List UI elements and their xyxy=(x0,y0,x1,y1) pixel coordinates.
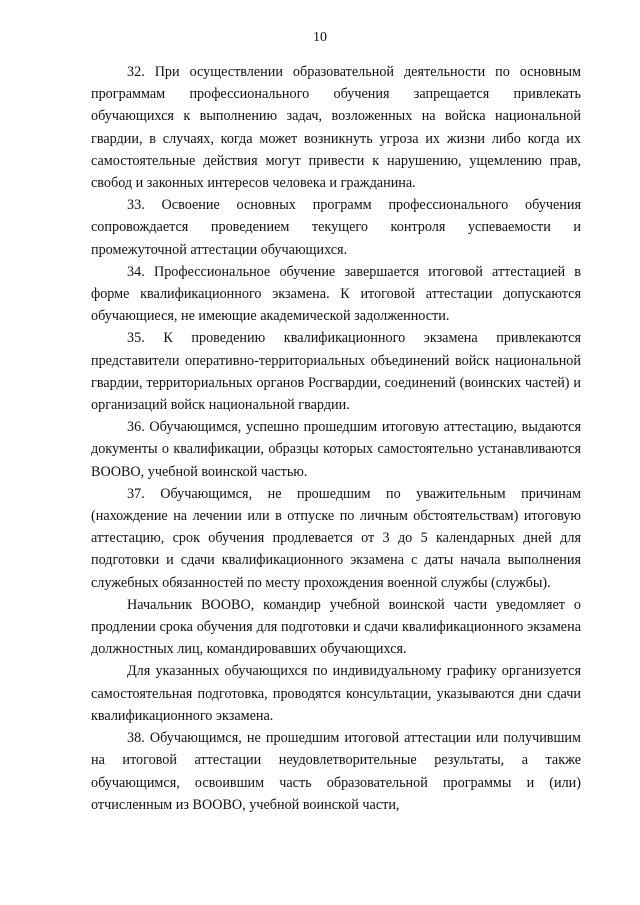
paragraph-38: 38. Обучающимся, не прошедшим итоговой аттестации или получившим на итоговой аттестации неудовлетворительные результаты, а также обучающимся, освоившим часть образовательной программы и (или) отчисленным из ВООВО, учебной воинской части, xyxy=(91,730,581,813)
paragraph-32: 32. При осуществлении образовательной деятельности по основным программам профессионального обучения запрещается привлекать обучающихся к выполнению задач, возложенных на войска национальной гвардии, в случаях, когда может возникнуть угроза их жизни либо когда их самостоятельные действия могут привести к нарушению, ущемлению прав, свобод и законных интересов человека и гражданина. xyxy=(91,64,581,192)
paragraph-37-notice: Начальник ВООВО, командир учебной воинской части уведомляет о продлении срока обучения для подготовки и сдачи квалификационного экзамена должностных лиц, командировавших обучающихся. xyxy=(91,596,581,658)
paragraph-37: 37. Обучающимся, не прошедшим по уважительным причинам (нахождение на лечении или в отпуске по личным обстоятельствам) итоговую аттестацию, срок обучения продлевается от 3 до 5 календарных дней для подготовки и сдачи квалификационного экзамена с даты начала выполнения служебных обязанностей по месту прохождения военной службы (службы). xyxy=(91,485,581,591)
paragraph-34: 34. Профессиональное обучение завершается итоговой аттестацией в форме квалификационного экзамена. К итоговой аттестации допускаются обучающиеся, не имеющие академической задолженности. xyxy=(91,263,581,325)
page-number: 10 xyxy=(313,30,327,45)
document-body xyxy=(91,61,581,816)
paragraph-35: 35. К проведению квалификационного экзамена привлекаются представители оперативно-территориальных объединений войск национальной гвардии, территориальных органов Росгвардии, соединений (воинских частей) и организаций войск национальной гвардии. xyxy=(91,330,581,414)
paragraph-36: 36. Обучающимся, успешно прошедшим итоговую аттестацию, выдаются документы о квалификации, образцы которых самостоятельно устанавливаются ВООВО, учебной воинской частью. xyxy=(91,419,581,480)
paragraph-37-schedule: Для указанных обучающихся по индивидуальному графику организуется самостоятельная подготовка, проводятся консультации, указываются дни сдачи квалификационного экзамена. xyxy=(91,663,581,724)
paragraph-33: 33. Освоение основных программ профессионального обучения сопровождается проведением текущего контроля успеваемости и промежуточной аттестации обучающихся. xyxy=(91,197,581,258)
